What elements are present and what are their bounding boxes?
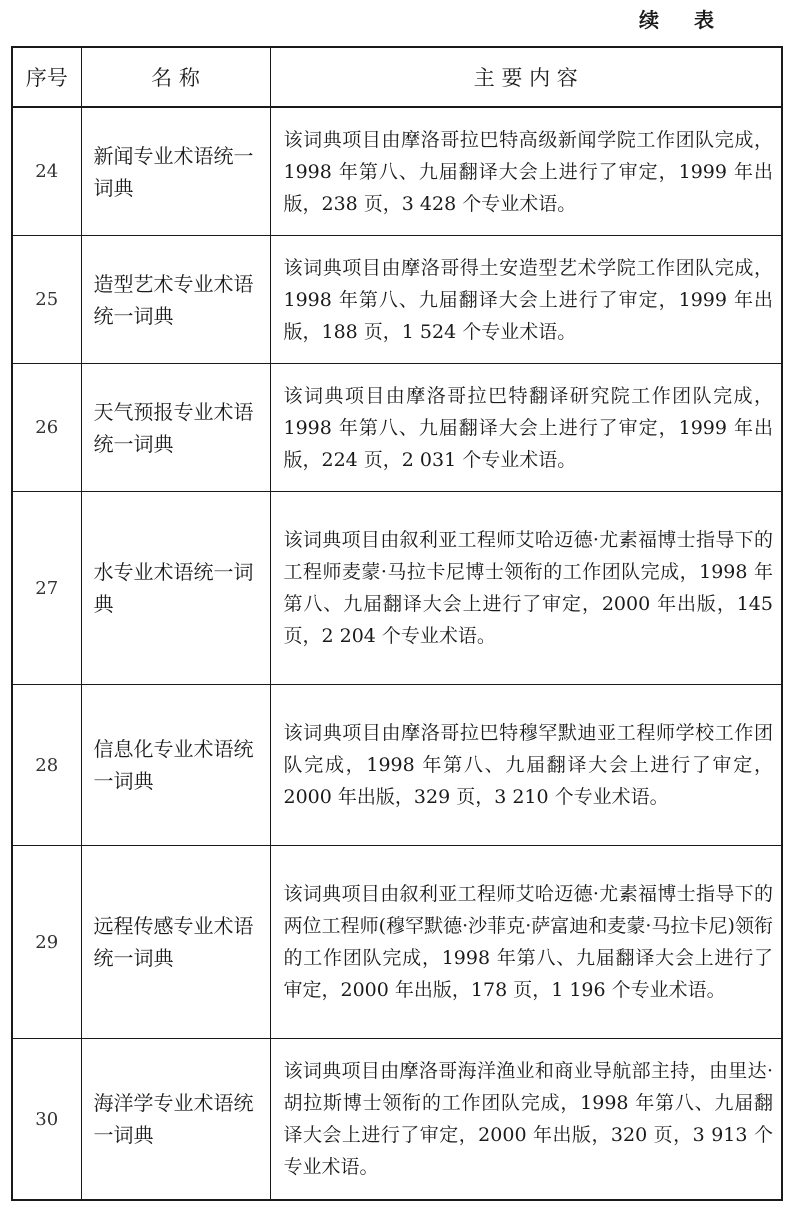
table-row (12, 107, 782, 236)
row-number: 26 (12, 364, 81, 492)
row-content: 该词典项目由摩洛哥海洋渔业和商业导航部主持，由里达·胡拉斯博士领衔的工作团队完成，1998 年第八、九届翻译大会上进行了审定，2000 年出版，320 页，3 913 个专业术语。 (270, 1039, 782, 1201)
row-content: 该词典项目由摩洛哥得土安造型艺术学院工作团队完成，1998 年第八、九届翻译大会上进行了审定，1999 年出版，188 页，1 524 个专业术语。 (270, 236, 782, 364)
row-name: 新闻专业术语统一词典 (81, 107, 270, 236)
row-name: 信息化专业术语统一词典 (81, 685, 270, 846)
header-name: 名 称 (81, 47, 270, 107)
row-name: 水专业术语统一词典 (81, 492, 270, 685)
table-row (12, 364, 782, 492)
row-number: 28 (12, 685, 81, 846)
table-row (12, 846, 782, 1039)
row-content: 该词典项目由摩洛哥拉巴特高级新闻学院工作团队完成，1998 年第八、九届翻译大会上进行了审定，1999 年出版，238 页，3 428 个专业术语。 (270, 107, 782, 236)
continued-label: 续 表 (639, 8, 728, 32)
table-row (12, 1039, 782, 1201)
row-name: 远程传感专业术语统一词典 (81, 846, 270, 1039)
row-number: 29 (12, 846, 81, 1039)
header-number: 序号 (12, 47, 81, 107)
row-number: 27 (12, 492, 81, 685)
row-content: 该词典项目由摩洛哥拉巴特穆罕默迪亚工程师学校工作团队完成，1998 年第八、九届翻译大会上进行了审定，2000 年出版，329 页，3 210 个专业术语。 (270, 685, 782, 846)
row-name: 造型艺术专业术语统一词典 (81, 236, 270, 364)
row-number: 24 (12, 107, 81, 236)
table-header-row (12, 47, 782, 107)
row-name: 天气预报专业术语统一词典 (81, 364, 270, 492)
dictionary-table (11, 46, 783, 1201)
row-name: 海洋学专业术语统一词典 (81, 1039, 270, 1201)
header-content: 主 要 内 容 (270, 47, 782, 107)
row-content: 该词典项目由叙利亚工程师艾哈迈德·尤素福博士指导下的工程师麦蒙·马拉卡尼博士领衔的工作团队完成，1998 年第八、九届翻译大会上进行了审定，2000 年出版，145 页，2 204 个专业术语。 (270, 492, 782, 685)
table-row (12, 236, 782, 364)
row-number: 30 (12, 1039, 81, 1201)
table-row (12, 492, 782, 685)
table-row (12, 685, 782, 846)
row-content: 该词典项目由叙利亚工程师艾哈迈德·尤素福博士指导下的两位工程师(穆罕默德·沙菲克·萨富迪和麦蒙·马拉卡尼)领衔的工作团队完成，1998 年第八、九届翻译大会上进行了审定，2000 年出版，178 页，1 196 个专业术语。 (270, 846, 782, 1039)
row-number: 25 (12, 236, 81, 364)
row-content: 该词典项目由摩洛哥拉巴特翻译研究院工作团队完成，1998 年第八、九届翻译大会上进行了审定，1999 年出版，224 页，2 031 个专业术语。 (270, 364, 782, 492)
